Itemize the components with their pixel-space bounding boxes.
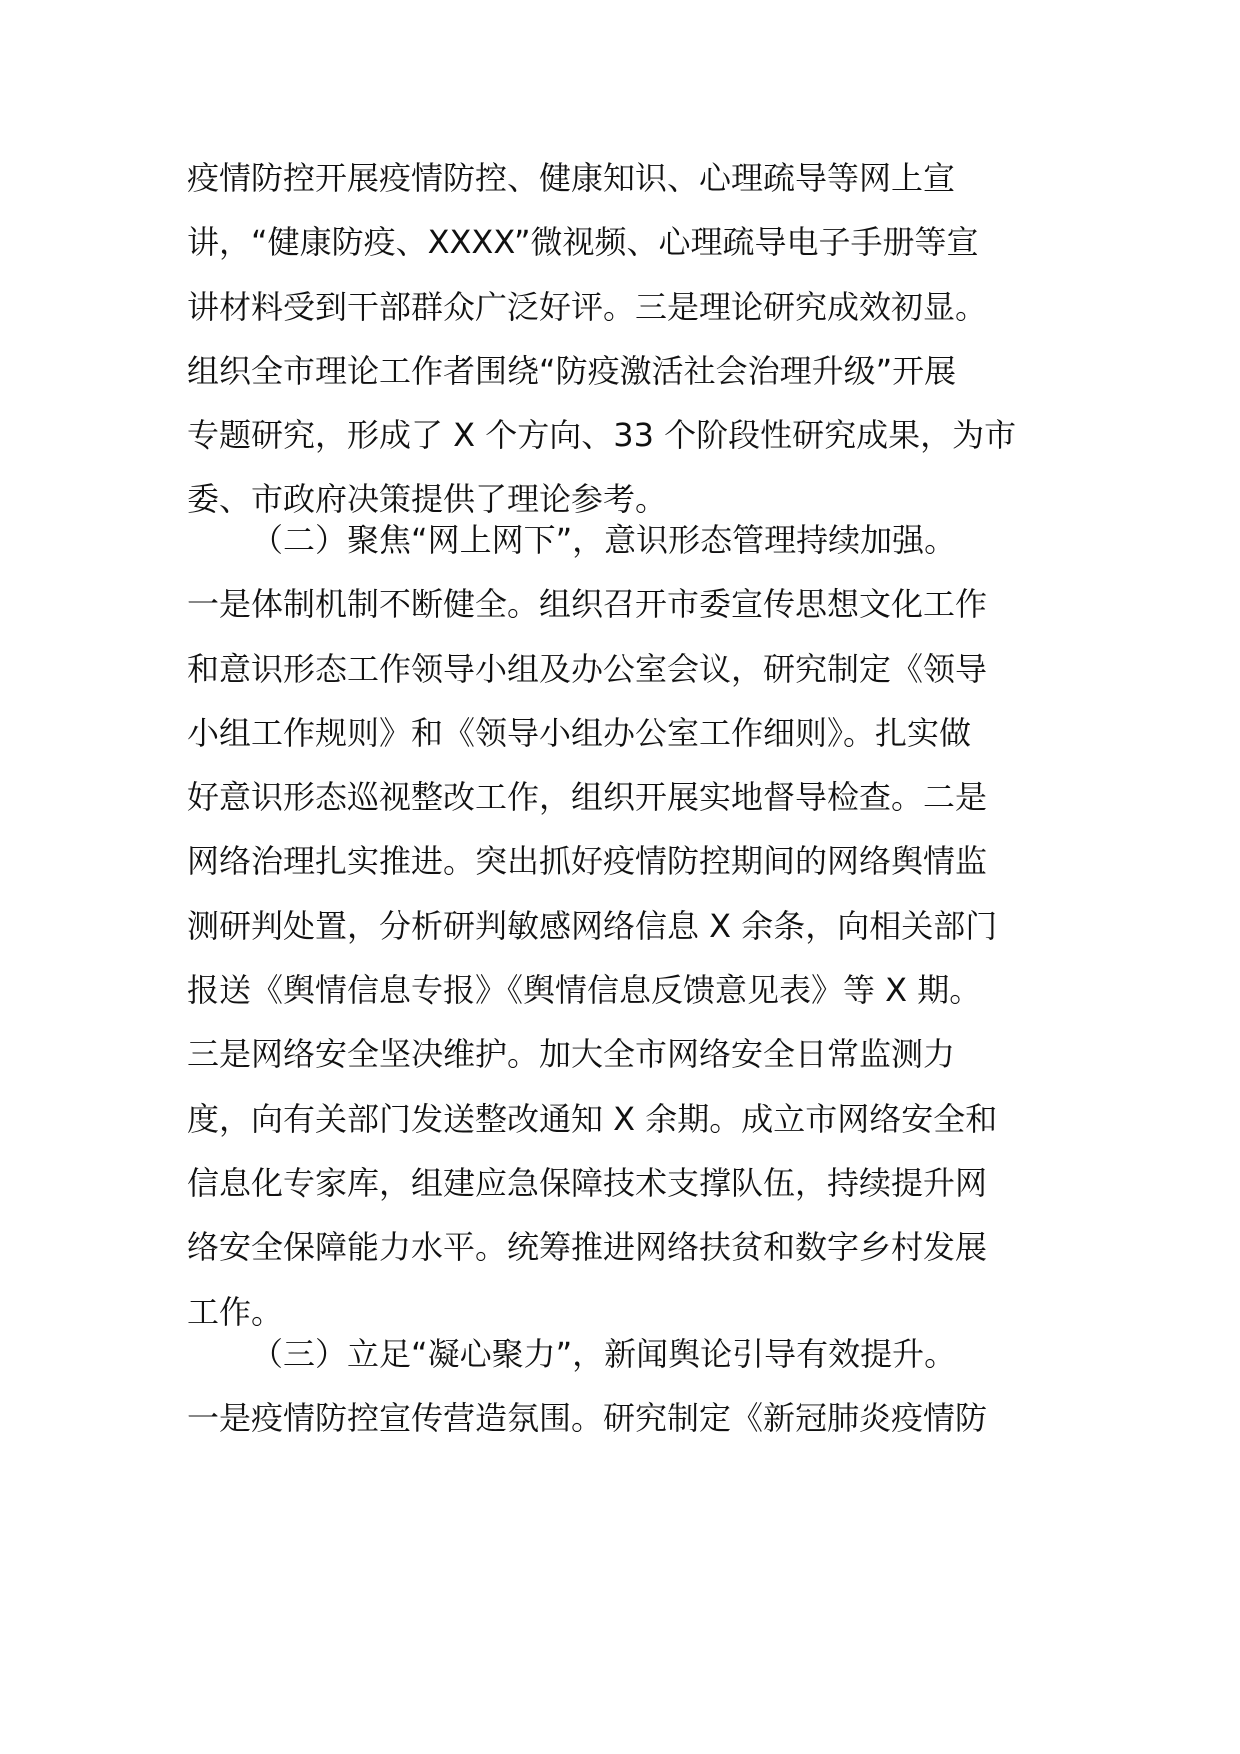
paragraph-2 — [187, 508, 1053, 1344]
paragraph-line: 专题研究，形成了 X 个方向、33 个阶段性研究成果，为市 — [187, 416, 1017, 455]
paragraph-line: 一是疫情防控宣传营造氛围。研究制定《新冠肺炎疫情防 — [187, 1399, 988, 1438]
paragraph-3 — [187, 1322, 1053, 1451]
paragraph-line: 小组工作规则》和《领导小组办公室工作细则》。扎实做 — [187, 713, 972, 752]
paragraph-line: 讲，“健康防疫、XXXX”微视频、心理疏导电子手册等宣 — [187, 223, 979, 262]
paragraph-line: 络安全保障能力水平。统筹推进网络扶贫和数字乡村发展 — [187, 1228, 988, 1267]
section-heading-line: （三）立足“凝心聚力”，新闻舆论引导有效提升。 — [251, 1335, 957, 1373]
paragraph-line: 一是体制机制不断健全。组织召开市委宣传思想文化工作 — [187, 585, 988, 624]
paragraph-line: 工作。 — [187, 1292, 284, 1331]
paragraph-line: 委、市政府决策提供了理论参考。 — [187, 480, 668, 519]
section-heading-line: （二）聚焦“网上网下”，意识形态管理持续加强。 — [251, 521, 957, 559]
paragraph-line: 报送《舆情信息专报》《舆情信息反馈意见表》等 X 期。 — [187, 971, 982, 1010]
paragraph-line: 网络治理扎实推进。突出抓好疫情防控期间的网络舆情监 — [187, 842, 988, 881]
paragraph-line: 和意识形态工作领导小组及办公室会议，研究制定《领导 — [187, 649, 988, 688]
paragraph-line: 测研判处置，分析研判敏感网络信息 X 余条，向相关部门 — [187, 906, 998, 945]
paragraph-line: 组织全市理论工作者围绕“防疫激活社会治理升级”开展 — [187, 351, 957, 390]
paragraph-line: 三是网络安全坚决维护。加大全市网络安全日常监测力 — [187, 1035, 956, 1074]
paragraph-line: 讲材料受到干部群众广泛好评。三是理论研究成效初显。 — [187, 287, 988, 326]
paragraph-1 — [187, 146, 1053, 532]
paragraph-line: 信息化专家库，组建应急保障技术支撑队伍，持续提升网 — [187, 1163, 988, 1202]
paragraph-line: 度，向有关部门发送整改通知 X 余期。成立市网络安全和 — [187, 1099, 998, 1138]
paragraph-line: 好意识形态巡视整改工作，组织开展实地督导检查。二是 — [187, 778, 988, 817]
paragraph-line: 疫情防控开展疫情防控、健康知识、心理疏导等网上宣 — [187, 159, 956, 197]
